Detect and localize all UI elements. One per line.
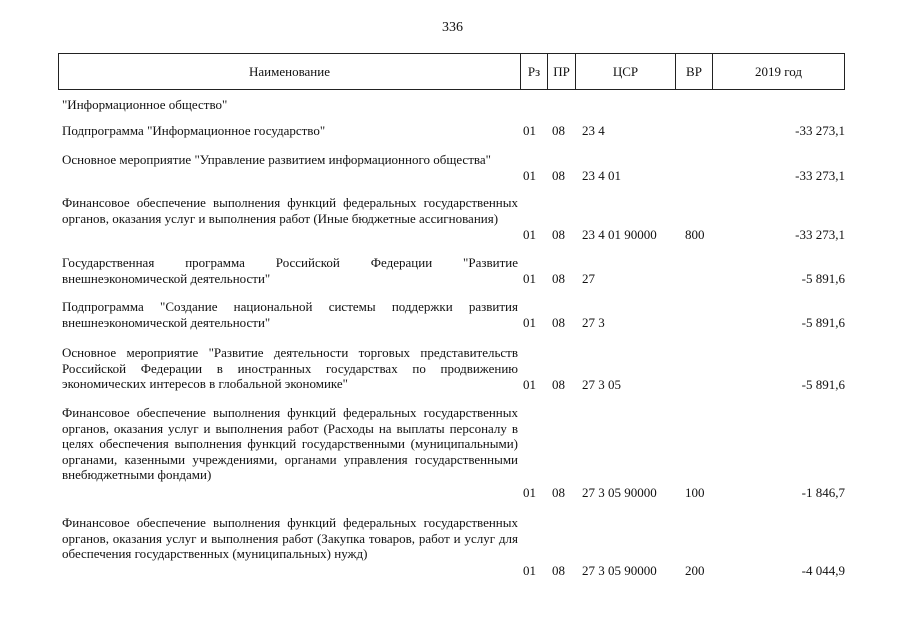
row-name: Финансовое обеспечение выполнения функций федеральных государственных органов, оказания услуг и выполнения работ (Расходы на выплаты персоналу в целях обеспечения выполнения функций государственными (муниципальными) органами, казенными учреждениями, органами управления государственными внебюджетными фондами) — [62, 405, 518, 482]
row-csr: 27 3 — [582, 315, 605, 330]
row-vr: 100 — [685, 485, 705, 500]
row-sum: -4 044,9 — [801, 563, 845, 578]
row-pr: 08 — [552, 123, 565, 138]
row-csr: 23 4 — [582, 123, 605, 138]
row-name: Государственная программа Российской Федерации "Развитие внешнеэкономической деятельности" — [62, 255, 518, 286]
header-year: 2019 год — [755, 63, 802, 79]
row-rz: 01 — [523, 227, 536, 242]
row-csr: 27 3 05 90000 — [582, 563, 657, 578]
row-csr: 23 4 01 — [582, 168, 621, 183]
row-csr: 27 — [582, 271, 595, 286]
row-pr: 08 — [552, 315, 565, 330]
row-sum: -33 273,1 — [795, 227, 845, 242]
row-sum: -33 273,1 — [795, 168, 845, 183]
row-rz: 01 — [523, 271, 536, 286]
page-number: 336 — [442, 20, 463, 35]
row-pr: 08 — [552, 563, 565, 578]
row-sum: -5 891,6 — [801, 377, 845, 392]
row-sum: -1 846,7 — [801, 485, 845, 500]
row-vr: 800 — [685, 227, 705, 242]
header-csr: ЦСР — [576, 54, 676, 89]
row-name: Основное мероприятие "Управление развитием информационного общества" — [62, 152, 491, 167]
row-pr: 08 — [552, 485, 565, 500]
row-name: Финансовое обеспечение выполнения функций федеральных государственных органов, оказания услуг и выполнения работ (Иные бюджетные ассигнования) — [62, 195, 518, 226]
row-name: "Информационное общество" — [62, 97, 228, 112]
row-pr: 08 — [552, 377, 565, 392]
row-name: Подпрограмма "Создание национальной системы поддержки развития внешнеэкономической деятельности" — [62, 299, 518, 330]
row-rz: 01 — [523, 485, 536, 500]
row-name: Финансовое обеспечение выполнения функций федеральных государственных органов, оказания услуг и выполнения работ (Закупка товаров, работ и услуг для обеспечения государственных (муниципальных) нужд) — [62, 515, 518, 561]
row-pr: 08 — [552, 271, 565, 286]
row-name: Основное мероприятие "Развитие деятельности торговых представительств Российской Федерации в иностранных государствах по продвижению экономических интересов в глобальной экономике" — [62, 345, 518, 391]
row-rz: 01 — [523, 168, 536, 183]
row-name: Подпрограмма "Информационное государство" — [62, 123, 326, 138]
row-vr: 200 — [685, 563, 705, 578]
row-rz: 01 — [523, 123, 536, 138]
row-rz: 01 — [523, 377, 536, 392]
row-sum: -33 273,1 — [795, 123, 845, 138]
header-pr: ПР — [548, 54, 576, 89]
row-sum: -5 891,6 — [801, 271, 845, 286]
row-rz: 01 — [523, 315, 536, 330]
header-name: Наименование — [59, 54, 521, 89]
row-pr: 08 — [552, 227, 565, 242]
header-vr: ВР — [676, 54, 713, 89]
table-header — [58, 53, 845, 90]
header-rz: Рз — [521, 54, 548, 89]
table-row — [0, 97, 905, 117]
row-csr: 27 3 05 — [582, 377, 621, 392]
row-csr: 27 3 05 90000 — [582, 485, 657, 500]
row-csr: 23 4 01 90000 — [582, 227, 657, 242]
row-sum: -5 891,6 — [801, 315, 845, 330]
row-rz: 01 — [523, 563, 536, 578]
row-pr: 08 — [552, 168, 565, 183]
